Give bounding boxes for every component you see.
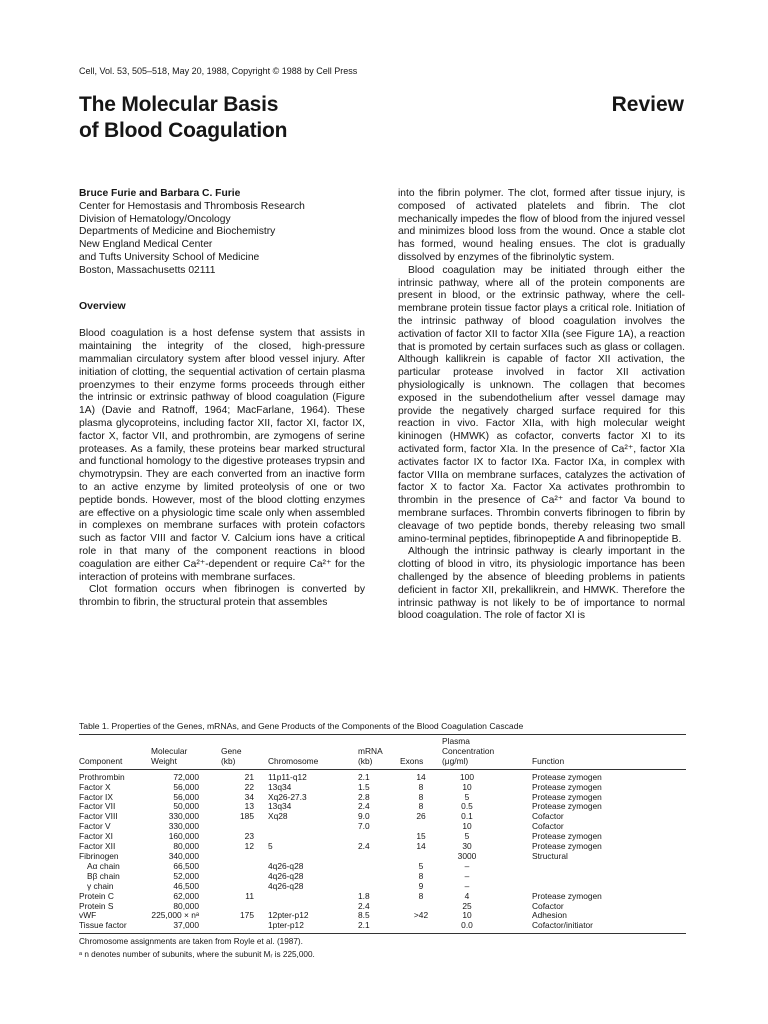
- header-function: Function: [532, 757, 686, 769]
- table-row: [79, 911, 686, 921]
- cell-conc: 0.1: [461, 811, 473, 822]
- cell-chromosome: 5: [268, 841, 273, 852]
- affiliation-line: Boston, Massachusetts 02111: [79, 264, 216, 276]
- cell-exons: 14: [416, 771, 426, 782]
- cell-component: Factor V: [79, 821, 111, 832]
- body-paragraph: Blood coagulation may be initiated through either the intrinsic pathway, where all of the protein components are present in blood, or the extrinsic pathway, where the cell-membrane protein tissue factor plays a critical role. Initiation of the intrinsic pathway of blood coagulation involves the activation of factor XII to factor XIIa (see Figure 1A), a reaction that is promoted by certain surfaces such as glass or collagen. Although kallikrein is capable of factor XII activation, the particular protease involved in factor XII activation physiologically is unknown. The collagen that becomes exposed in the subendothelium after vessel damage may provide the negatively charged surface required for this reaction in vivo. Factor XIIa, with high molecular weight kininogen (HMWK) as cofactor, converts factor XI to its activated form, factor XIa. In the presence of Ca²⁺, factor XIa activates factor IX to factor IXa. Factor IXa, in complex with factor VIIIa on membrane surfaces, catalyzes the activation of factor X to factor Xa. Factor Xa activates prothrombin to thrombin in the presence of Ca²⁺ and factor Va bound to membrane surfaces. Thrombin converts fibrinogen to fibrin by cleavage of two peptide bonds, thereby releasing two small amino-terminal peptides, fibrinopeptide A and fibrinopeptide B.: [398, 264, 685, 545]
- cell-conc: 10: [462, 781, 472, 792]
- header-exons: Exons: [400, 757, 442, 769]
- cell-function: Protease zymogen: [532, 841, 602, 852]
- cell-mrna: 2.1: [358, 921, 400, 933]
- title-line-2: of Blood Coagulation: [79, 119, 288, 142]
- table-footnote: Chromosome assignments are taken from Royle et al. (1987).: [79, 937, 303, 947]
- cell-function: Protease zymogen: [532, 791, 602, 802]
- cell-chromosome: 4q26-q28: [268, 880, 304, 891]
- cell-exons: [400, 921, 442, 933]
- header-plasma-2: Concentration: [442, 745, 495, 756]
- cell-component: Protein S: [79, 900, 114, 911]
- cell-chromosome: 4q26-q28: [268, 870, 304, 881]
- cell-conc: –: [464, 860, 470, 871]
- cell-exons: >42: [413, 910, 429, 921]
- cell-function: Protease zymogen: [532, 890, 602, 901]
- journal-citation: Cell, Vol. 53, 505–518, May 20, 1988, Copyright © 1988 by Cell Press: [79, 66, 358, 76]
- cell-gene: 21: [244, 771, 254, 782]
- cell-chromosome: 12pter-p12: [268, 910, 309, 921]
- table-footnote: ᵃ n denotes number of subunits, where the subunit Mᵣ is 225,000.: [79, 950, 315, 960]
- cell-mrna: 2.1: [358, 771, 370, 782]
- header-chromosome: Chromosome: [268, 757, 358, 769]
- cell-conc: 0.5: [461, 801, 473, 812]
- table-row: [79, 862, 686, 872]
- cell-function: Protease zymogen: [532, 831, 602, 842]
- cell-mrna: 1.8: [358, 890, 370, 901]
- cell-mrna: 8.5: [358, 910, 370, 921]
- overview-heading: Overview: [79, 299, 126, 312]
- cell-conc: 25: [462, 900, 472, 911]
- cell-component: Factor X: [79, 781, 111, 792]
- cell-gene: [221, 921, 268, 933]
- cell-exons: 9: [418, 880, 424, 891]
- table-row: [79, 769, 686, 782]
- cell-component: Prothrombin: [79, 771, 125, 782]
- author-affiliation: [79, 201, 365, 278]
- header-gene-2: (kb): [221, 757, 268, 769]
- cell-gene: 12: [244, 841, 254, 852]
- header-mw-1: Molecular: [151, 745, 188, 756]
- cell-chromosome: 11p11-q12: [268, 771, 307, 782]
- affiliation-line: New England Medical Center: [79, 239, 213, 251]
- cell-conc: 10: [462, 821, 472, 832]
- body-paragraph: into the fibrin polymer. The clot, formed after tissue injury, is composed of activated platelets and fibrin. The clot mechanically impedes the flow of blood from the injured vessel and minimizes blood loss from the wound. Once a stable clot has formed, wound healing ensues. The clot is gradually dissolved by enzymes of the fibrinolytic system.: [398, 188, 685, 263]
- cell-gene: 13: [244, 801, 254, 812]
- cell-gene: 175: [240, 910, 254, 921]
- cell-mw: 56,000: [173, 781, 199, 792]
- table-body: [79, 769, 686, 934]
- affiliation-line: and Tufts University School of Medicine: [79, 251, 260, 263]
- header-plasma-3: (μg/ml): [442, 757, 532, 769]
- cell-gene: 34: [244, 791, 254, 802]
- table-row: [79, 852, 686, 862]
- cell-mrna: 2.8: [358, 791, 370, 802]
- table-caption: Table 1. Properties of the Genes, mRNAs, and Gene Products of the Components of the Blood Coagulation Cascade: [79, 721, 524, 731]
- cell-component: γ chain: [87, 880, 114, 891]
- cell-component: Factor VII: [79, 801, 116, 812]
- cell-gene: 23: [244, 831, 254, 842]
- cell-conc: 5: [464, 831, 470, 842]
- body-paragraph: Blood coagulation is a host defense system that assists in maintaining the integrity of the closed, high-pressure mammalian circulatory system after blood vessel injury. After initiation of clotting, the sequential activation of certain plasma proenzymes to their enzyme forms proceeds through either the intrinsic or extrinsic pathway of blood coagulation (Figure 1A) (Davie and Ratnoff, 1964; MacFarlane, 1964). These plasma glycoproteins, including factor XII, factor XI, factor IX, factor X, factor VII, and prothrombin, are zymogens of serine proteases. As a family, these proteins bear marked structural and functional homology to the digestive proteases trypsin and chymotrypsin. They are each converted from an inactive form to an active enzyme by limited proteolysis of one or two peptide bonds. However, most of the blood clotting enzymes are effective on a physiologic time scale only when assembled in complexes on membrane surfaces with protein cofactors such as factor VIII and factor V. Calcium ions have a critical role in that many of the component reactions in blood coagulation are either Ca²⁺-dependent or require Ca²⁺ for the interaction of proteins with membrane surfaces.: [79, 328, 365, 583]
- cell-function: Cofactor: [532, 900, 564, 911]
- properties-table: [79, 734, 686, 934]
- header-gene-1: Gene: [221, 745, 242, 756]
- cell-conc: –: [464, 880, 470, 891]
- body-paragraph: Clot formation occurs when fibrinogen is converted by thrombin to fibrin, the structural protein that assembles: [79, 584, 365, 609]
- cell-exons: 8: [418, 781, 424, 792]
- cell-mw: 46,500: [173, 880, 199, 891]
- cell-mw: 80,000: [173, 841, 199, 852]
- cell-chromosome: 4q26-q28: [268, 860, 304, 871]
- cell-function: [532, 872, 686, 882]
- affiliation-line: Departments of Medicine and Biochemistry: [79, 226, 276, 238]
- cell-chromosome: 1pter-p12: [268, 921, 358, 933]
- cell-chromosome: Xq26-27.3: [268, 791, 307, 802]
- cell-component: vWF: [79, 910, 97, 921]
- cell-conc: 100: [460, 771, 474, 782]
- cell-function: Protease zymogen: [532, 771, 602, 782]
- cell-gene: 22: [244, 781, 254, 792]
- cell-conc: 5: [464, 791, 470, 802]
- cell-mw: 330,000: [168, 811, 199, 822]
- cell-component: Factor XII: [79, 841, 116, 852]
- body-paragraph: Although the intrinsic pathway is clearly important in the clotting of blood in vitro, its physiologic importance has been challenged by the absence of bleeding problems in patients deficient in factor XII, prekallikrein, and HMWK. Therefore the intrinsic pathway is not likely to be of importance to normal blood coagulation. The role of factor XI is: [398, 546, 685, 622]
- cell-mrna: 2.4: [358, 801, 370, 812]
- cell-mw: 66,500: [173, 860, 199, 871]
- cell-component: Factor XI: [79, 831, 113, 842]
- cell-chromosome: Xq28: [268, 811, 288, 822]
- cell-mw: 62,000: [173, 890, 199, 901]
- cell-gene: 11: [245, 890, 254, 901]
- cell-chromosome: [268, 892, 358, 902]
- cell-mw: 56,000: [173, 791, 199, 802]
- cell-mrna: 7.0: [358, 821, 370, 832]
- section-label: Review: [611, 93, 684, 116]
- cell-mw: 340,000: [168, 850, 199, 861]
- table-row: [79, 872, 686, 882]
- cell-mrna: 2.4: [358, 841, 370, 852]
- cell-function: Protease zymogen: [532, 781, 602, 792]
- cell-mrna: 9.0: [358, 811, 370, 822]
- article-title: [79, 92, 287, 144]
- cell-function: Structural: [532, 850, 568, 861]
- cell-conc: 0.0: [442, 921, 532, 933]
- table-1: [79, 721, 686, 960]
- cell-mw: 160,000: [168, 831, 199, 842]
- cell-function: Cofactor/initiator: [532, 921, 686, 933]
- header-mw-2: Weight: [151, 757, 221, 769]
- cell-exons: 14: [416, 841, 426, 852]
- cell-mw: 80,000: [173, 900, 199, 911]
- right-column: [398, 188, 685, 623]
- cell-mrna: 1.5: [358, 781, 370, 792]
- header-plasma-1: Plasma: [442, 735, 532, 747]
- cell-conc: 4: [464, 890, 470, 901]
- cell-mw: 37,000: [151, 921, 221, 933]
- cell-gene: [221, 852, 268, 862]
- cell-chromosome: 13q34: [268, 801, 292, 812]
- cell-conc: 10: [462, 910, 472, 921]
- cell-exons: 8: [418, 801, 424, 812]
- cell-mrna: [358, 872, 400, 882]
- cell-exons: 8: [418, 791, 424, 802]
- cell-conc: 30: [462, 841, 472, 852]
- cell-chromosome: 13q34: [268, 781, 292, 792]
- left-column: [79, 188, 365, 610]
- cell-component: Factor VIII: [79, 811, 118, 822]
- cell-mrna: [358, 852, 400, 862]
- cell-mw: 50,000: [173, 801, 199, 812]
- cell-mw: 52,000: [173, 870, 199, 881]
- cell-function: Adhesion: [532, 910, 567, 921]
- affiliation-line: Center for Hemostasis and Thrombosis Research: [79, 200, 305, 212]
- cell-exons: 15: [416, 831, 426, 842]
- cell-mw: 72,000: [173, 771, 199, 782]
- cell-mrna: 2.4: [358, 900, 370, 911]
- cell-exons: 8: [418, 870, 424, 881]
- table-row: [79, 921, 686, 933]
- cell-gene: [221, 872, 268, 882]
- cell-exons: 5: [418, 860, 424, 871]
- cell-component: Aα chain: [87, 860, 120, 871]
- header-mrna-2: (kb): [358, 757, 400, 769]
- cell-component: Bβ chain: [87, 870, 120, 881]
- cell-function: Protease zymogen: [532, 801, 602, 812]
- cell-exons: 8: [418, 890, 424, 901]
- cell-gene: 185: [240, 811, 254, 822]
- cell-function: [532, 862, 686, 872]
- title-line-1: The Molecular Basis: [79, 93, 279, 116]
- cell-conc: –: [464, 870, 470, 881]
- cell-component: Fibrinogen: [79, 850, 119, 861]
- cell-chromosome: [268, 822, 358, 832]
- author-names: Bruce Furie and Barbara C. Furie: [79, 188, 241, 199]
- cell-component: Factor IX: [79, 791, 113, 802]
- cell-mw: 225,000 × nᵃ: [151, 910, 199, 921]
- affiliation-line: Division of Hematology/Oncology: [79, 213, 231, 225]
- cell-mrna: [358, 862, 400, 872]
- header-mrna-1: mRNA: [358, 745, 383, 756]
- cell-conc: 3000: [457, 850, 477, 861]
- cell-function: Cofactor: [532, 821, 564, 832]
- header-component: Component: [79, 757, 151, 769]
- cell-gene: [221, 862, 268, 872]
- table-row: [79, 892, 686, 902]
- cell-function: Cofactor: [532, 811, 564, 822]
- cell-chromosome: [268, 832, 358, 842]
- cell-exons: 26: [416, 811, 426, 822]
- cell-component: Protein C: [79, 890, 114, 901]
- cell-component: Tissue factor: [79, 921, 151, 933]
- cell-mw: 330,000: [168, 821, 199, 832]
